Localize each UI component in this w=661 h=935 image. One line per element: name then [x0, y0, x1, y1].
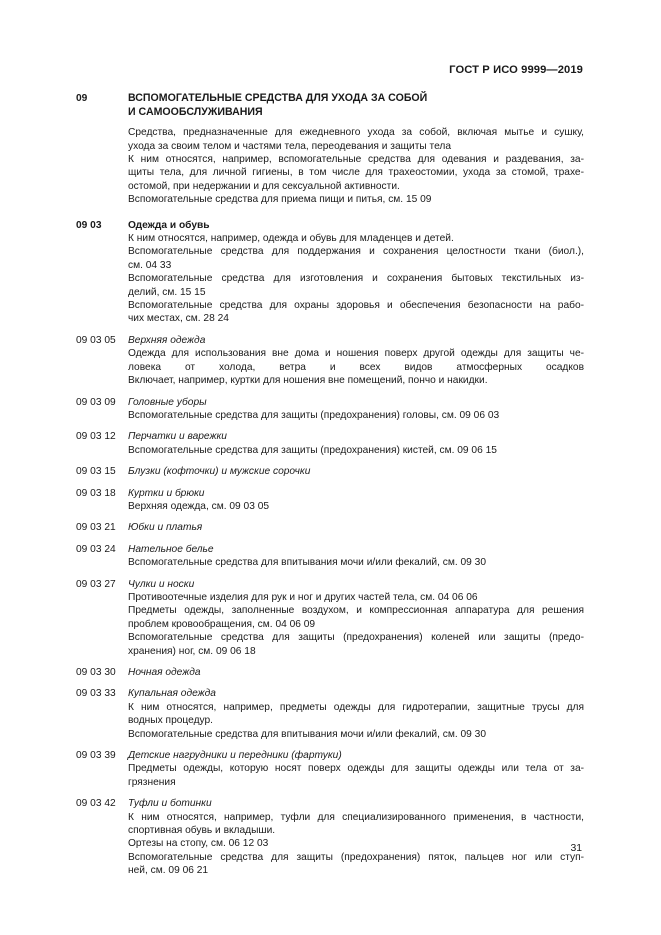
classification-item: [76, 687, 584, 741]
classification-item: [76, 666, 584, 679]
item-body: [128, 487, 584, 514]
item-code: 09 03 15: [76, 466, 116, 478]
item-title: Юбки и платья: [128, 522, 203, 534]
description-line: см. 04 33: [128, 259, 172, 271]
main-entry-description: [128, 126, 584, 206]
description-line: Предметы одежды, заполненные воздухом, и компрессионная аппаратура для решения: [128, 605, 584, 617]
item-code: 09 03 12: [76, 431, 116, 443]
item-title: Туфли и ботинки: [128, 798, 212, 810]
description-line: Ортезы на стопу, см. 06 12 03: [128, 838, 269, 850]
description-line: водных процедур.: [128, 715, 213, 727]
page-number: 31: [570, 843, 582, 854]
item-body: [128, 666, 584, 679]
classification-item: [76, 487, 584, 514]
item-title: Верхняя одежда: [128, 334, 206, 346]
description-line: Вспомогательные средства для впитывания мочи и/или фекалий, см. 09 30: [128, 728, 487, 740]
item-title: Перчатки и варежки: [128, 431, 227, 443]
item-title: Ночная одежда: [128, 667, 201, 678]
main-entry-title: [128, 92, 584, 119]
description-line: остомой, при недержании и для сексуальной активности.: [128, 180, 400, 192]
main-entry-code: 09: [76, 93, 88, 104]
main-entry-body: [128, 92, 584, 207]
description-line: Вспомогательные средства для защиты (предохранения) кистей, см. 09 06 15: [128, 444, 497, 456]
description-line: Вспомогательные средства для приема пищи и питья, см. 15 09: [128, 194, 432, 206]
description-line: Одежда для использования вне дома и ношения поверх другой одежды для защиты че-: [128, 348, 584, 360]
classification-item: [76, 797, 584, 877]
description-line: Вспомогательные средства для впитывания мочи и/или фекалий, см. 09 30: [128, 557, 487, 569]
description-line: Средства, предназначенные для ежедневного ухода за собой, включая мытье и сушку,: [128, 127, 584, 139]
item-body: [128, 396, 584, 423]
description-line: щиты тела, для личной гигиены, в том числе для трахеостомии, ухода за стомой, трахе-: [128, 167, 584, 179]
description-line: К ним относятся, например, предметы одежды для гидротерапии, защитные трусы для: [128, 701, 584, 713]
description-line: Вспомогательные средства для защиты (предохранения) головы, см. 09 06 03: [128, 409, 500, 421]
item-code: 09 03 09: [76, 396, 116, 408]
item-title: Блузки (кофточки) и мужские сорочки: [128, 466, 311, 478]
description-line: Включает, например, куртки для ношения вне помещений, пончо и накидки.: [128, 375, 488, 387]
classification-item: [76, 543, 584, 570]
item-body: [128, 465, 584, 478]
description-line: Вспомогательные средства для изготовления и сохранения бытовых текстильных из-: [128, 273, 584, 285]
classification-content: [76, 92, 584, 886]
item-code: 09 03 42: [76, 798, 116, 810]
item-body: [128, 543, 584, 570]
item-code: 09 03 18: [76, 487, 116, 499]
item-title: Головные уборы: [128, 396, 207, 408]
item-title: Чулки и носки: [128, 578, 195, 590]
main-title-line: ВСПОМОГАТЕЛЬНЫЕ СРЕДСТВА ДЛЯ УХОДА ЗА СОБОЙ: [128, 92, 428, 104]
classification-item: [76, 521, 584, 534]
item-code: 09 03 33: [76, 688, 116, 700]
classification-item: [76, 430, 584, 457]
item-body: [128, 687, 584, 741]
item-body: [128, 430, 584, 457]
item-body: [128, 797, 584, 877]
classification-item: [76, 396, 584, 423]
description-line: проблем кровообращения, см. 04 06 09: [128, 618, 316, 630]
description-line: Вспомогательные средства для защиты (предохранения) пяток, пальцев ног или ступ-: [128, 851, 584, 863]
description-line: Предметы одежды, которую носят поверх одежды для защиты одежды или тела от за-: [128, 763, 584, 775]
description-line: К ним относятся, например, туфли для специализированного применения, в частности,: [128, 811, 584, 823]
item-code: 09 03 24: [76, 543, 116, 555]
item-title: Куртки и брюки: [128, 487, 205, 499]
subcategory-code: 09 03: [76, 219, 102, 231]
description-line: хранения) ног, см. 09 06 18: [128, 645, 256, 657]
description-line: спортивная обувь и вкладыши.: [128, 825, 276, 837]
item-list: [76, 334, 584, 878]
item-title: Детские нагрудники и передники (фартуки): [128, 750, 342, 762]
description-line: грязнения: [128, 776, 176, 788]
item-code: 09 03 27: [76, 578, 116, 590]
description-line: К ним относятся, например, вспомогательные средства для одевания и раздевания, за-: [128, 154, 584, 165]
main-entry: [76, 92, 584, 207]
description-line: ловека от холода, ветра и всех видов атмосферных осадков: [128, 361, 584, 373]
item-body: [128, 334, 584, 388]
description-line: Противоотечные изделия для рук и ног и других частей тела, см. 04 06 06: [128, 591, 478, 603]
description-line: К ним относятся, например, одежда и обувь для младенцев и детей.: [128, 233, 454, 245]
classification-item: [76, 749, 584, 789]
description-line: Вспомогательные средства для защиты (предохранения) коленей или защиты (предо-: [128, 632, 584, 644]
item-code: 09 03 21: [76, 522, 116, 534]
classification-item: [76, 465, 584, 478]
subcategory-body: [128, 219, 584, 326]
item-code: 09 03 30: [76, 667, 116, 678]
item-body: [128, 749, 584, 789]
description-line: чих местах, см. 28 24: [128, 313, 229, 325]
subcategory-entry: [76, 219, 584, 326]
description-line: Вспомогательные средства для поддержания и сохранения целостности ткани (биол.),: [128, 246, 584, 258]
item-title: Купальная одежда: [128, 688, 216, 700]
description-line: Вспомогательные средства для охраны здоровья и обеспечения безопасности на рабо-: [128, 300, 584, 312]
document-header: ГОСТ Р ИСО 9999—2019: [449, 64, 583, 76]
item-body: [128, 521, 584, 534]
item-body: [128, 578, 584, 658]
description-line: делий, см. 15 15: [128, 286, 206, 298]
description-line: ней, см. 09 06 21: [128, 865, 209, 877]
main-title-line: И САМООБСЛУЖИВАНИЯ: [128, 105, 263, 118]
item-code: 09 03 05: [76, 334, 116, 346]
classification-item: [76, 334, 584, 388]
description-line: Верхняя одежда, см. 09 03 05: [128, 500, 270, 512]
subcategory-title: Одежда и обувь: [128, 219, 210, 231]
classification-item: [76, 578, 584, 658]
item-code: 09 03 39: [76, 750, 116, 762]
description-line: ухода за своим телом и частями тела, переодевания и защиты тела: [128, 140, 452, 152]
item-title: Нательное белье: [128, 543, 214, 555]
